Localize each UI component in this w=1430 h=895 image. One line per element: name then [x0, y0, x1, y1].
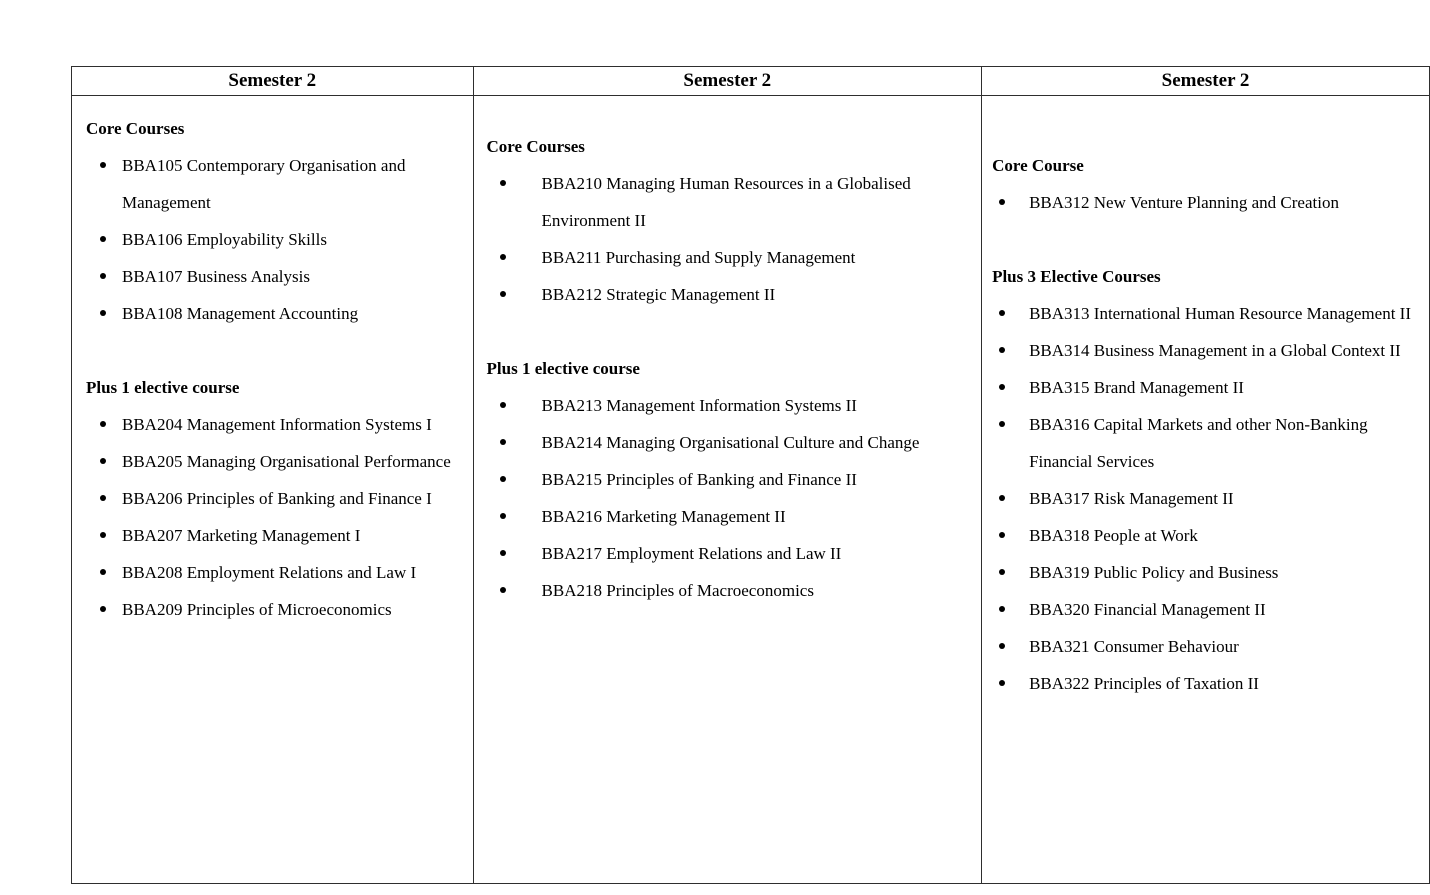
course-item: BBA204 Management Information Systems I	[86, 406, 468, 443]
course-section-1-2	[86, 369, 468, 628]
column-header-1: Semester 2	[72, 67, 474, 96]
course-item: BBA211 Purchasing and Supply Management	[487, 239, 972, 276]
course-item: BBA209 Principles of Microeconomics	[86, 591, 468, 628]
course-item: BBA217 Employment Relations and Law II	[487, 535, 972, 572]
semester-course-table	[71, 66, 1430, 884]
column-cell-2	[473, 96, 982, 884]
course-item: BBA216 Marketing Management II	[487, 498, 972, 535]
course-list	[86, 406, 468, 628]
course-item: BBA316 Capital Markets and other Non-Banking Financial Services	[992, 406, 1421, 480]
course-section-3-2	[992, 258, 1421, 702]
course-list	[487, 387, 972, 609]
course-item: BBA312 New Venture Planning and Creation	[992, 184, 1421, 221]
course-list	[487, 165, 972, 313]
course-item: BBA210 Managing Human Resources in a Globalised Environment II	[487, 165, 972, 239]
section-heading: Plus 3 Elective Courses	[992, 267, 1161, 286]
course-item: BBA317 Risk Management II	[992, 480, 1421, 517]
section-heading: Plus 1 elective course	[86, 378, 240, 397]
course-item: BBA320 Financial Management II	[992, 591, 1421, 628]
course-item: BBA205 Managing Organisational Performance	[86, 443, 468, 480]
column-header-2: Semester 2	[473, 67, 982, 96]
course-item: BBA213 Management Information Systems II	[487, 387, 972, 424]
course-item: BBA313 International Human Resource Management II	[992, 295, 1421, 332]
course-item: BBA315 Brand Management II	[992, 369, 1421, 406]
course-list	[86, 147, 468, 332]
course-item: BBA107 Business Analysis	[86, 258, 468, 295]
course-item: BBA215 Principles of Banking and Finance II	[487, 461, 972, 498]
course-item: BBA314 Business Management in a Global Context II	[992, 332, 1421, 369]
course-list	[992, 184, 1421, 221]
course-item: BBA218 Principles of Macroeconomics	[487, 572, 972, 609]
course-item: BBA106 Employability Skills	[86, 221, 468, 258]
course-list	[992, 295, 1421, 702]
column-cell-1	[72, 96, 474, 884]
section-heading: Core Courses	[486, 137, 585, 156]
course-item: BBA318 People at Work	[992, 517, 1421, 554]
course-item: BBA108 Management Accounting	[86, 295, 468, 332]
course-item: BBA322 Principles of Taxation II	[992, 665, 1421, 702]
course-item: BBA207 Marketing Management I	[86, 517, 468, 554]
course-item: BBA105 Contemporary Organisation and Management	[86, 147, 468, 221]
course-item: BBA321 Consumer Behaviour	[992, 628, 1421, 665]
column-header-3: Semester 2	[982, 67, 1430, 96]
body-row	[72, 96, 1430, 884]
section-heading: Plus 1 elective course	[486, 359, 640, 378]
column-cell-3	[982, 96, 1430, 884]
header-row	[72, 67, 1430, 96]
course-item: BBA212 Strategic Management II	[487, 276, 972, 313]
course-item: BBA206 Principles of Banking and Finance I	[86, 480, 468, 517]
course-section-3-1	[992, 147, 1421, 221]
course-section-2-1	[487, 128, 972, 313]
course-item: BBA214 Managing Organisational Culture and Change	[487, 424, 972, 461]
course-item: BBA208 Employment Relations and Law I	[86, 554, 468, 591]
course-section-1-1	[86, 110, 468, 332]
course-section-2-2	[487, 350, 972, 609]
section-heading: Core Course	[992, 156, 1084, 175]
course-item: BBA319 Public Policy and Business	[992, 554, 1421, 591]
section-heading: Core Courses	[86, 119, 185, 138]
